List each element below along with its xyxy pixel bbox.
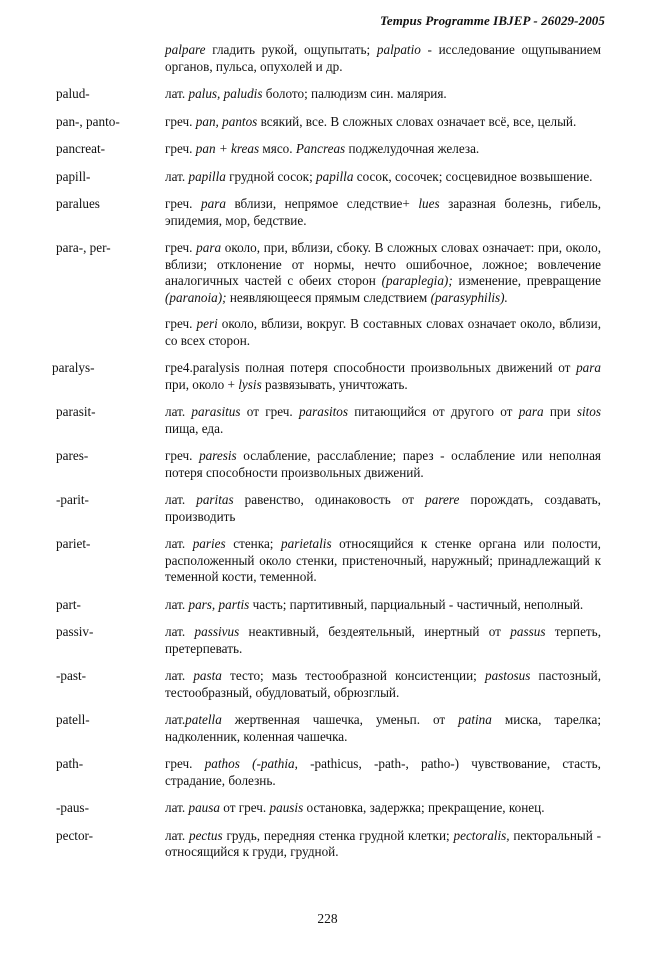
definition-text: развязывать, уничтожать.: [261, 376, 408, 392]
definition-text: ослабление, расслабление; парез - ослабление или неполная потеря способности произвольных движений.: [165, 448, 601, 480]
latin-term: paresis: [199, 448, 237, 463]
entry-term: path-: [56, 756, 84, 771]
latin-term: para: [196, 240, 222, 255]
definition-text: вблизи, непрямое следствие+: [225, 196, 419, 211]
definition-text: от греч.: [219, 800, 270, 815]
latin-term: palpare: [165, 42, 206, 57]
latin-term: peri: [196, 316, 218, 331]
dictionary-entry: [0, 597, 655, 614]
entry-definition: [165, 756, 601, 789]
entry-term: pan-, panto-: [56, 113, 120, 129]
definition-text: всякий, все. В сложных словах означает всё, все, целый.: [257, 113, 577, 129]
definition-text: около, вблизи, вокруг. В составных словах означает около, вблизи, со всех сторон.: [165, 316, 601, 348]
entry-term: -paus-: [56, 800, 89, 815]
definition-text: лат.: [165, 800, 189, 815]
dictionary-entry: [0, 114, 655, 131]
entry-term: para-, per-: [56, 240, 111, 255]
definition-paragraph: [165, 196, 601, 229]
entry-term: -past-: [56, 668, 87, 683]
definition-text: пастозный, тестообразный, обудловатый, обрюзглый.: [165, 668, 601, 700]
latin-term: patella: [185, 712, 222, 727]
dictionary-entry: [0, 86, 655, 103]
entry-term: paralues: [56, 196, 100, 211]
entry-term: -parit-: [56, 492, 89, 507]
definition-text: гладить рукой, ощупытать;: [205, 42, 377, 57]
definition-text: греч.: [165, 113, 196, 129]
dictionary-entry: [0, 42, 655, 75]
entry-definition: [165, 597, 601, 614]
definition-text: лат.: [165, 668, 194, 683]
definition-text: жертвенная чашечка, уменьп. от: [221, 712, 459, 727]
definition-paragraph: [165, 492, 601, 525]
entry-definition: [165, 668, 601, 701]
latin-term: palpatio: [376, 42, 421, 57]
latin-term: (paraplegia);: [381, 273, 453, 288]
definition-text: грудной сосок;: [225, 168, 317, 184]
definition-text: лат.: [165, 492, 197, 507]
definition-text: лат.: [165, 536, 193, 551]
entry-term: part-: [56, 596, 81, 612]
definition-paragraph: [165, 448, 601, 481]
definition-text: греч.: [165, 141, 196, 156]
definition-text: заразная болезнь, гибель, эпидемия, мор, бедствие.: [165, 196, 601, 228]
entry-term: papill-: [56, 168, 91, 184]
definition-text: пища, еда.: [165, 420, 224, 436]
definition-paragraph: [165, 316, 601, 349]
definition-text: греч.: [165, 756, 205, 771]
definition-paragraph: [165, 86, 601, 103]
definition-text: изменение, превращение: [452, 273, 602, 288]
latin-term: para: [518, 404, 544, 419]
entry-definition: [165, 404, 601, 437]
dictionary-entry: [0, 240, 655, 349]
definition-text: относящийся к стенке органа или полости, расположенный около стенки, пристеночный, наружный; принадлежащий к теменной кости, теменной.: [165, 536, 601, 584]
definition-paragraph: [165, 756, 601, 789]
definition-text: остановка, задержка; прекращение, конец.: [303, 800, 545, 815]
latin-term: parietalis: [281, 536, 332, 551]
latin-term: para: [576, 360, 601, 375]
definition-text: при, около +: [165, 376, 239, 392]
entry-term: [0, 42, 165, 75]
dictionary-entry: [0, 536, 655, 586]
definition-text: около, при, вблизи, сбоку. В сложных словах означает: при, около, вблизи; отклонение от нормы, нечто ошибочное, ложное; вовлечение аналогичных частей с обеих сторон: [165, 240, 601, 288]
dictionary-entry: [0, 828, 655, 861]
definition-text: болото; палюдизм син. малярия.: [262, 86, 447, 101]
definition-text: равенство, одинаковость от: [233, 492, 426, 507]
definition-text: часть; партитивный, парциальный - частичный, неполный.: [249, 596, 584, 612]
definition-text: грудь, передняя стенка грудной клетки;: [222, 827, 454, 843]
latin-term: papilla: [188, 168, 226, 184]
definition-text: питающийся от другого от: [348, 404, 519, 419]
latin-term: paritas: [196, 492, 234, 507]
definition-paragraph: [165, 536, 601, 586]
latin-term: pectus: [188, 827, 223, 843]
definition-paragraph: [165, 360, 601, 393]
definition-paragraph: [165, 668, 601, 701]
entry-definition: [165, 196, 601, 229]
definition-text: стенка;: [225, 536, 282, 551]
entry-term: pariet-: [56, 536, 91, 551]
definition-text: порождать, создавать, производить: [165, 492, 601, 524]
definition-paragraph: [165, 597, 601, 614]
entry-term: patell-: [56, 712, 90, 727]
entry-definition: [165, 828, 601, 861]
dictionary-entry: [0, 196, 655, 229]
entry-definition: [165, 240, 601, 349]
dictionary-entries: [0, 42, 655, 872]
entry-term: palud-: [56, 86, 90, 101]
entry-term: parasit-: [56, 404, 96, 419]
definition-text: тесто; мазь тестообразной консистенции;: [221, 668, 485, 683]
dictionary-entry: [0, 756, 655, 789]
entry-definition: [165, 624, 601, 657]
definition-paragraph: [165, 800, 601, 817]
latin-term: (parasyphilis).: [430, 289, 508, 305]
entry-definition: [165, 86, 601, 103]
page-header: Tempus Programme IBJEP - 26029-2005: [380, 13, 605, 28]
entry-definition: [165, 360, 601, 393]
definition-paragraph: [165, 624, 601, 657]
definition-text: терпеть, претерпевать.: [165, 624, 601, 656]
latin-term: parere: [425, 492, 460, 507]
definition-text: лат.: [165, 86, 189, 101]
dictionary-entry: [0, 624, 655, 657]
dictionary-entry: [0, 492, 655, 525]
latin-term: pathos (-pathia: [204, 756, 295, 771]
entry-term: paralys-: [52, 360, 95, 375]
entry-definition: [165, 169, 601, 186]
entry-term: pares-: [56, 448, 89, 463]
entry-definition: [165, 712, 601, 745]
latin-term: passus: [510, 624, 546, 639]
definition-text: неактивный, бездеятельный, инертный от: [239, 624, 511, 639]
dictionary-entry: [0, 448, 655, 481]
dictionary-entry: [0, 668, 655, 701]
entry-definition: [165, 114, 601, 131]
entry-definition: [165, 492, 601, 525]
latin-term: pan + kreas: [195, 141, 260, 156]
latin-term: palus, paludis: [188, 86, 263, 101]
dictionary-entry: [0, 141, 655, 158]
definition-paragraph: [165, 141, 601, 158]
latin-term: (paranoia);: [165, 289, 227, 305]
definition-text: греч.: [165, 196, 202, 211]
entry-term: pancreat-: [56, 141, 106, 156]
definition-text: , -pathicus, -path-, patho-) чувствование, стасть, страдание, болезнь.: [165, 756, 601, 788]
definition-paragraph: [165, 404, 601, 437]
definition-text: мясо.: [259, 141, 296, 156]
latin-term: pan, pantos: [195, 113, 258, 129]
definition-paragraph: [165, 240, 601, 306]
dictionary-entry: [0, 800, 655, 817]
latin-term: lysis: [238, 376, 262, 392]
latin-term: parasitos: [298, 404, 349, 419]
definition-text: лат.: [165, 712, 186, 727]
definition-text: миска, тарелка; надколенник, коленная чашечка.: [165, 712, 601, 744]
latin-term: lues: [418, 196, 440, 211]
definition-paragraph: [165, 42, 601, 75]
latin-term: para: [201, 196, 226, 211]
latin-term: pausis: [269, 800, 304, 815]
entry-definition: [165, 141, 601, 158]
entry-definition: [165, 536, 601, 586]
definition-text: - исследование ощупыванием органов, пульса, опухолей и др.: [165, 42, 601, 74]
dictionary-entry: [0, 360, 655, 393]
definition-text: пекторальный - относящийся к груди, грудной.: [165, 827, 601, 859]
dictionary-entry: [0, 169, 655, 186]
definition-text: неявляющееся прямым следствием: [226, 289, 431, 305]
latin-term: patina: [458, 712, 492, 727]
definition-paragraph: [165, 114, 601, 131]
entry-definition: [165, 42, 601, 75]
definition-text: греч.: [165, 240, 197, 255]
entry-definition: [165, 448, 601, 481]
dictionary-entry: [0, 712, 655, 745]
definition-text: от греч.: [240, 404, 299, 419]
definition-text: лат.: [165, 624, 195, 639]
definition-text: лат.: [165, 827, 189, 843]
latin-term: paries: [192, 536, 226, 551]
latin-term: sitos: [576, 404, 602, 419]
latin-term: pectoralis,: [453, 827, 510, 843]
definition-paragraph: [165, 712, 601, 745]
definition-text: гре4.paralysis полная потеря способности произвольных движений от: [165, 360, 577, 375]
latin-term: papilla: [316, 168, 354, 184]
entry-term: pector-: [56, 827, 94, 843]
definition-paragraph: [165, 169, 601, 186]
page-number: 228: [317, 911, 338, 926]
definition-text: лат.: [165, 404, 192, 419]
definition-text: при: [543, 404, 577, 419]
entry-definition: [165, 800, 601, 817]
definition-text: лат.: [165, 596, 189, 612]
latin-term: Pancreas: [295, 141, 346, 156]
latin-term: parasitus: [191, 404, 241, 419]
latin-term: pasta: [193, 668, 222, 683]
definition-text: лат.: [165, 168, 189, 184]
definition-text: греч.: [165, 316, 197, 331]
definition-text: сосок, сосочек; сосцевидное возвышение.: [353, 168, 593, 184]
definition-text: греч.: [165, 448, 200, 463]
latin-term: pausa: [188, 800, 220, 815]
entry-term: passiv-: [56, 624, 94, 639]
dictionary-entry: [0, 404, 655, 437]
latin-term: pars, partis: [188, 596, 250, 612]
definition-text: поджелудочная железа.: [345, 141, 480, 156]
definition-paragraph: [165, 828, 601, 861]
latin-term: pastosus: [484, 668, 531, 683]
latin-term: passivus: [194, 624, 240, 639]
